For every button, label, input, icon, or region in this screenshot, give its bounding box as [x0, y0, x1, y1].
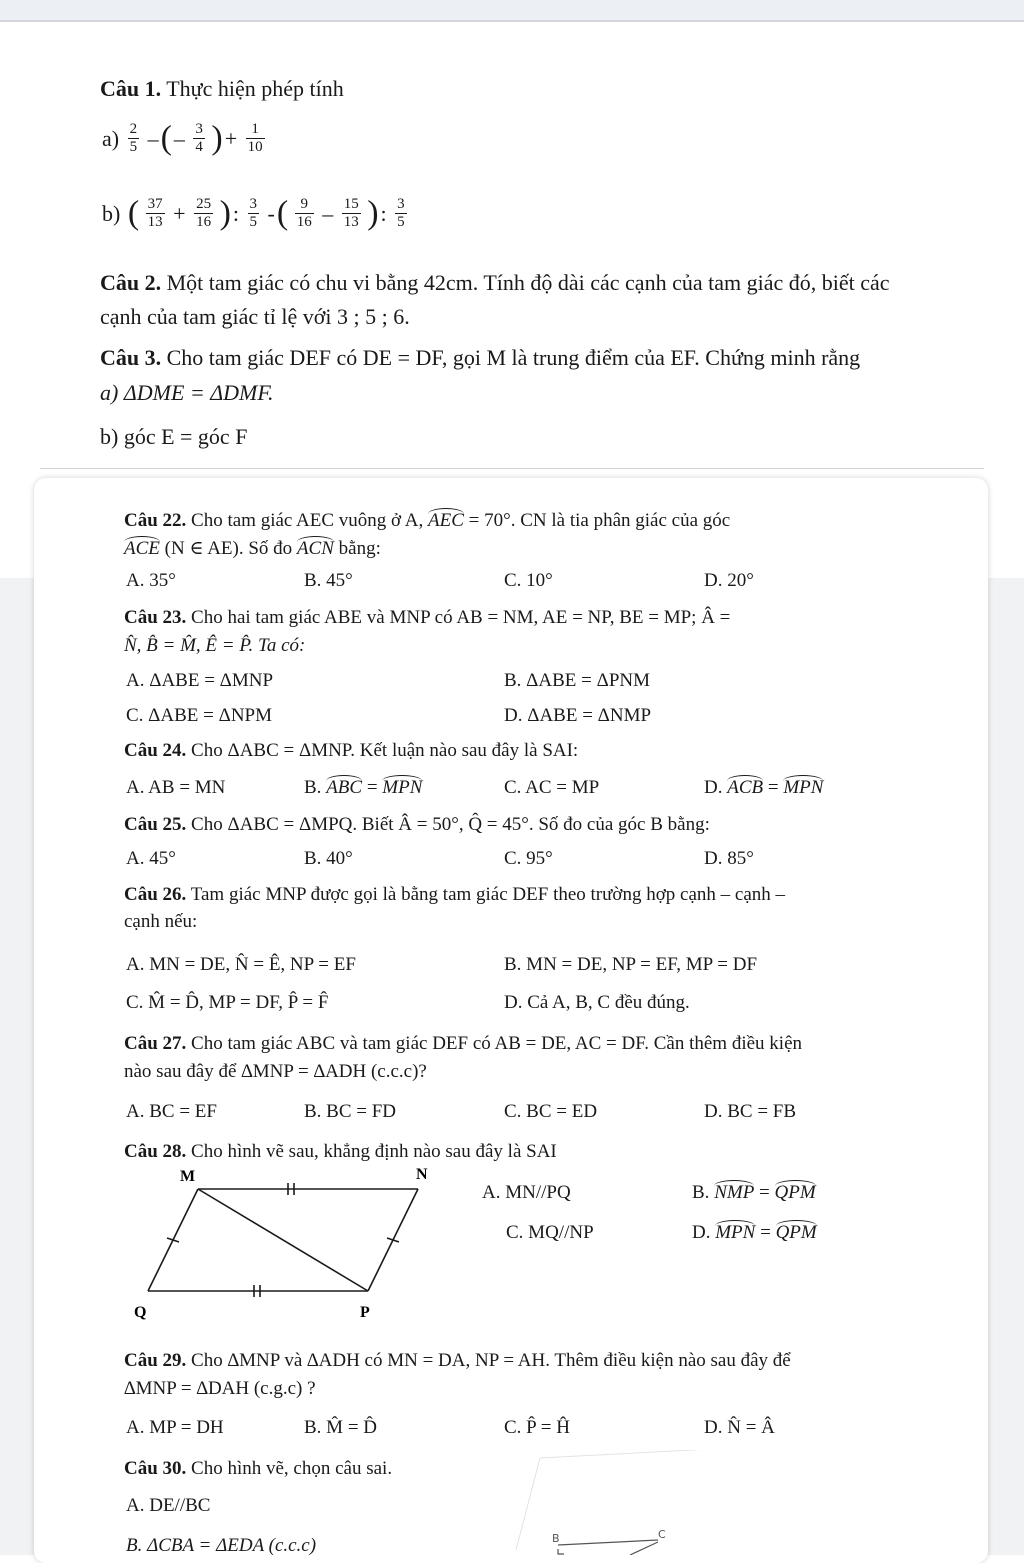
- q24-option-b: B. ABC = MPN: [304, 777, 423, 798]
- q23-option-c: C. ΔABE = ΔNPM: [126, 705, 273, 726]
- vertex-label-q: Q: [134, 1304, 147, 1321]
- q22-line2: ACE (N ∈ AE). Số đo ACN bằng:: [124, 538, 381, 559]
- vertex-label-n: N: [416, 1166, 428, 1183]
- q22-option-b: B. 45°: [304, 570, 353, 591]
- point-label-b: B: [552, 1532, 560, 1545]
- q22-option-a: A. 35°: [126, 570, 176, 591]
- q26-option-b: B. MN = DE, NP = EF, MP = DF: [504, 954, 758, 975]
- q24-option-a: A. AB = MN: [126, 777, 226, 798]
- q23-line1: Câu 23. Cho hai tam giác ABE và MNP có AB = NM, AE = NP, BE = MP; Â =: [124, 607, 731, 628]
- vertex-label-m: M: [180, 1168, 196, 1185]
- q30-option-b: B. ΔCBA = ΔEDA (c.c.c): [126, 1535, 317, 1556]
- q25-option-a: A. 45°: [126, 848, 176, 869]
- q23-line2: N̂, B̂ = M̂, Ê = P̂. Ta có:: [124, 635, 306, 656]
- q3-part-b: b) góc E = góc F: [100, 424, 248, 449]
- q26-line1: Câu 26. Tam giác MNP được gọi là bằng tam giác DEF theo trường hợp cạnh – cạnh –: [124, 884, 786, 905]
- q25-option-d: D. 85°: [704, 848, 754, 869]
- q3-line1: Câu 3. Cho tam giác DEF có DE = DF, gọi M là trung điểm của EF. Chứng minh rằng: [100, 345, 861, 370]
- q22-option-c: C. 10°: [504, 570, 553, 591]
- q3-part-a: a) ΔDME = ΔDMF.: [100, 380, 274, 405]
- q29-option-d: D. N̂ = Â: [704, 1417, 775, 1438]
- q23-option-d: D. ΔABE = ΔNMP: [504, 705, 652, 726]
- q22-option-d: D. 20°: [704, 570, 754, 591]
- q1-part-b: b) ( $\frac{37}{13}$ + $\frac{25}{16}$ ): $\frac{3}{5}$ -( $\frac{9}{16}$ – $\frac{15}{13}$ ): $\frac{3}{5}$: [102, 194, 405, 232]
- q30-figure: [510, 1450, 750, 1555]
- q29-option-b: B. M̂ = D̂: [304, 1417, 378, 1438]
- q28-option-c: C. MQ//NP: [506, 1222, 594, 1243]
- q23-option-a: A. ΔABE = ΔMNP: [126, 670, 274, 691]
- q29-line1: Câu 29. Cho ∆MNP và ∆ADH có MN = DA, NP = AH. Thêm điều kiện nào sau đây để: [124, 1350, 791, 1371]
- q28-line: Câu 28. Cho hình vẽ sau, khẳng định nào sau đây là SAI: [124, 1141, 557, 1162]
- top-divider: [0, 20, 1024, 22]
- q25-option-c: C. 95°: [504, 848, 553, 869]
- q26-line2: cạnh nếu:: [124, 911, 198, 932]
- q28-option-a: A. MN//PQ: [482, 1182, 571, 1203]
- q29-option-c: C. P̂ = Ĥ: [504, 1417, 570, 1438]
- q22-line1: Câu 22. Cho tam giác AEC vuông ở A, AEC = 70°. CN là tia phân giác của góc: [124, 510, 731, 531]
- top-bar: [0, 0, 1024, 22]
- q29-option-a: A. MP = DH: [126, 1417, 224, 1438]
- point-label-c: C: [658, 1528, 666, 1541]
- q1-title: Câu 1. Thực hiện phép tính: [100, 76, 344, 101]
- q27-option-a: A. BC = EF: [126, 1101, 217, 1122]
- q27-line2: nào sau đây để ∆MNP = ∆ADH (c.c.c)?: [124, 1061, 427, 1082]
- q26-option-a: A. MN = DE, N̂ = Ê, NP = EF: [126, 954, 356, 975]
- q24-option-c: C. AC = MP: [504, 777, 600, 798]
- q25-option-b: B. 40°: [304, 848, 353, 869]
- q27-option-b: B. BC = FD: [304, 1101, 397, 1122]
- section-divider: [40, 468, 984, 469]
- q27-option-c: C. BC = ED: [504, 1101, 598, 1122]
- q26-option-d: D. Cả A, B, C đều đúng.: [504, 992, 690, 1013]
- q23-option-b: B. ΔABE = ΔPNM: [504, 670, 651, 691]
- q24-option-d: D. ACB = MPN: [704, 777, 824, 798]
- q25-line: Câu 25. Cho ΔABC = ΔMPQ. Biết Â = 50°, Q̂ = 45°. Số đo của góc B bằng:: [124, 814, 710, 835]
- q2-line2: cạnh của tam giác tỉ lệ với 3 ; 5 ; 6.: [100, 304, 410, 329]
- q27-line1: Câu 27. Cho tam giác ABC và tam giác DEF có AB = DE, AC = DF. Cần thêm điều kiện: [124, 1033, 803, 1054]
- q26-option-c: C. M̂ = D̂, MP = DF, P̂ = F̂: [126, 992, 329, 1013]
- q28-option-b: B. NMP = QPM: [692, 1182, 816, 1203]
- q29-line2: ∆MNP = ∆DAH (c.g.c) ?: [124, 1378, 316, 1399]
- q2-line1: Câu 2. Một tam giác có chu vi bằng 42cm. Tính độ dài các cạnh của tam giác đó, biết các: [100, 270, 890, 295]
- q30-line: Câu 30. Cho hình vẽ, chọn câu sai.: [124, 1458, 393, 1479]
- q1-part-a: a) $\frac{2}{5}$ –(– $\frac{3}{4}$ )+ $\frac{1}{10}$: [102, 119, 263, 157]
- q30-option-a: A. DE//BC: [126, 1495, 211, 1516]
- q27-option-d: D. BC = FB: [704, 1101, 797, 1122]
- vertex-label-p: P: [360, 1304, 370, 1321]
- q28-option-d: D. MPN = QPM: [692, 1222, 817, 1243]
- parallelogram-figure: [128, 1165, 448, 1325]
- q24-line: Câu 24. Cho ΔABC = ΔMNP. Kết luận nào sau đây là SAI:: [124, 740, 579, 761]
